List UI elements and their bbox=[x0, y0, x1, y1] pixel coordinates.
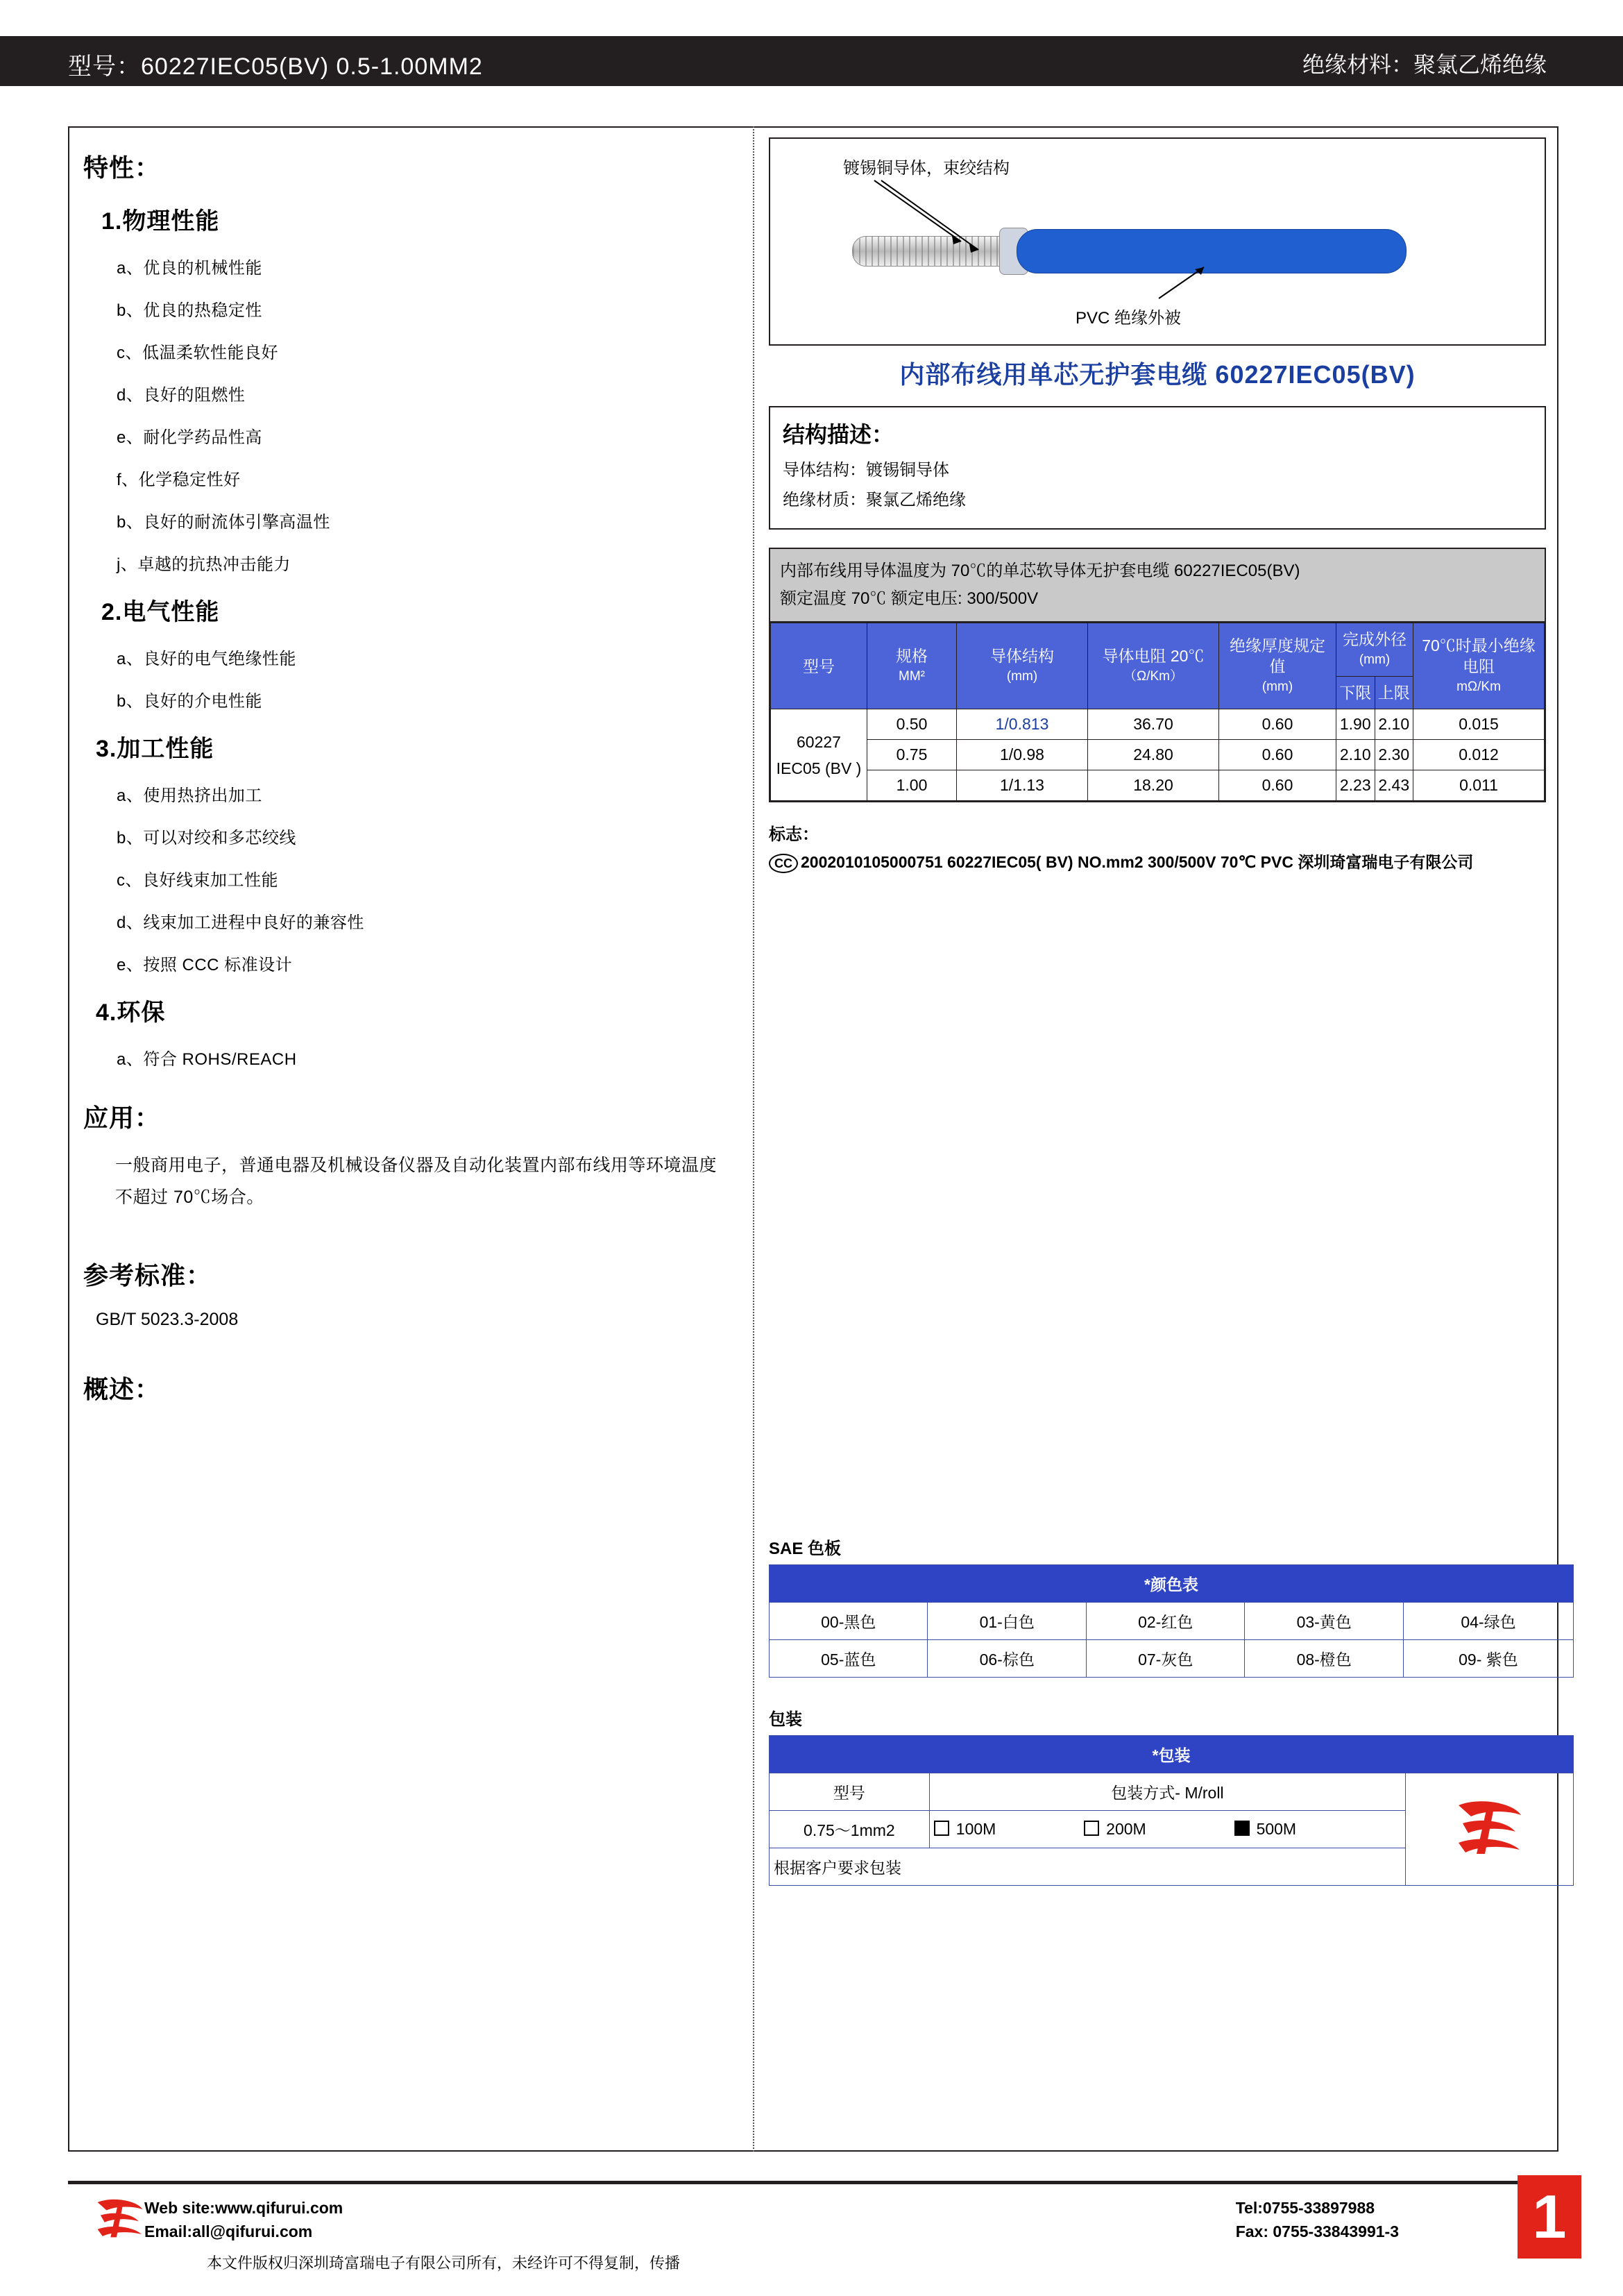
col-od-min: 下限 bbox=[1336, 677, 1375, 709]
cell-resistance: 18.20 bbox=[1088, 770, 1219, 801]
col-resistance-main: 导体电阻 20℃ bbox=[1102, 646, 1205, 665]
spec-head-line2: 额定温度 70℃ 额定电压: 300/500V bbox=[780, 589, 1039, 608]
cell-od-min: 1.90 bbox=[1336, 709, 1375, 740]
header-model-text: 型号：60227IEC05(BV) 0.5-1.00MM2 bbox=[68, 53, 483, 80]
cell-thickness: 0.60 bbox=[1219, 770, 1336, 801]
application-title: 应用： bbox=[83, 1104, 161, 1132]
footer-contact-left bbox=[144, 2196, 343, 2243]
packaging-title: 包装 bbox=[769, 1710, 802, 1729]
packaging-col-method: 包装方式- M/roll bbox=[929, 1773, 1405, 1811]
table-row bbox=[770, 1773, 1574, 1811]
spec-table bbox=[770, 623, 1545, 801]
physical-item: e、耐化学药品性高 bbox=[117, 428, 262, 447]
left-column bbox=[76, 132, 742, 2145]
packaging-option-200m[interactable] bbox=[1084, 1820, 1230, 1839]
cell-structure: 1/1.13 bbox=[957, 770, 1088, 801]
packaging-option-label: 100M bbox=[955, 1820, 996, 1838]
footer-fax: Fax: 0755-33843991-3 bbox=[1235, 2222, 1399, 2240]
footer-contact-right bbox=[1236, 2196, 1399, 2243]
physical-item: a、优良的机械性能 bbox=[117, 259, 262, 278]
col-od-max: 上限 bbox=[1375, 677, 1413, 709]
col-insulation-resistance bbox=[1413, 623, 1545, 709]
col-od-main: 完成外径 bbox=[1343, 630, 1407, 648]
spec-table-header bbox=[770, 549, 1545, 623]
checkbox-500m-icon[interactable] bbox=[1234, 1821, 1250, 1836]
col-thickness bbox=[1219, 623, 1336, 709]
cell-model bbox=[771, 709, 867, 801]
features-title: 特性： bbox=[83, 153, 161, 182]
cell-thickness: 0.60 bbox=[1219, 740, 1336, 770]
spec-head-line1: 内部布线用导体温度为 70℃的单芯软导体无护套电缆 60227IEC05(BV) bbox=[780, 562, 1300, 580]
col-spec-main: 规格 bbox=[896, 646, 928, 665]
page-number: 1 bbox=[1518, 2175, 1581, 2259]
col-spec-unit: MM² bbox=[899, 668, 925, 684]
physical-title: 1.物理性能 bbox=[101, 208, 220, 235]
processing-item: d、线束加工进程中良好的兼容性 bbox=[117, 913, 364, 932]
processing-item: a、使用热挤出加工 bbox=[117, 786, 262, 805]
physical-item: c、低温柔软性能良好 bbox=[117, 344, 278, 362]
col-structure bbox=[957, 623, 1088, 709]
header-insulation-text: 绝缘材料：聚氯乙烯绝缘 bbox=[1302, 52, 1547, 77]
col-ir-unit: mΩ/Km bbox=[1456, 679, 1501, 694]
sae-color-cell: 08-橙色 bbox=[1245, 1640, 1403, 1678]
col-model: 型号 bbox=[771, 623, 867, 709]
table-row bbox=[771, 709, 1545, 740]
table-row bbox=[770, 1640, 1574, 1678]
col-resistance bbox=[1088, 623, 1219, 709]
sae-table-title: *颜色表 bbox=[770, 1565, 1574, 1603]
sae-color-cell: 02-红色 bbox=[1086, 1603, 1244, 1640]
cell-spec: 0.50 bbox=[867, 709, 957, 740]
cell-insul-res: 0.015 bbox=[1413, 709, 1545, 740]
col-ir-main: 70℃时最小绝缘电阻 bbox=[1422, 636, 1536, 675]
col-structure-unit: (mm) bbox=[1006, 668, 1038, 684]
physical-item: f、化学稳定性好 bbox=[117, 471, 241, 489]
cell-insul-res: 0.012 bbox=[1413, 740, 1545, 770]
header-bar bbox=[0, 36, 1623, 86]
cable-title: 内部布线用单芯无护套电缆 60227IEC05(BV) bbox=[899, 360, 1416, 389]
footer-divider bbox=[68, 2181, 1558, 2184]
sae-color-cell: 07-灰色 bbox=[1086, 1640, 1244, 1678]
packaging-option-100m[interactable] bbox=[934, 1820, 1080, 1839]
checkbox-100m-icon[interactable] bbox=[934, 1821, 949, 1836]
processing-item: e、按照 CCC 标准设计 bbox=[117, 956, 293, 974]
table-row bbox=[771, 770, 1545, 801]
processing-item: c、良好线束加工性能 bbox=[117, 871, 278, 890]
standard-title: 参考标准： bbox=[83, 1261, 212, 1290]
column-divider bbox=[753, 126, 754, 2152]
environment-title: 4.环保 bbox=[96, 999, 166, 1026]
sae-color-cell: 06-棕色 bbox=[928, 1640, 1086, 1678]
company-logo-cell bbox=[1406, 1773, 1574, 1886]
col-thickness-unit: (mm) bbox=[1261, 679, 1293, 694]
electrical-title: 2.电气性能 bbox=[101, 599, 220, 625]
sae-color-cell: 01-白色 bbox=[928, 1603, 1086, 1640]
cell-resistance: 24.80 bbox=[1088, 740, 1219, 770]
col-resistance-unit: （Ω/Km） bbox=[1123, 668, 1183, 684]
col-od-unit: (mm) bbox=[1359, 652, 1391, 667]
cell-od-max: 2.10 bbox=[1375, 709, 1413, 740]
footer-email[interactable]: Email:all@qifurui.com bbox=[144, 2222, 313, 2240]
structure-line: 导体结构：镀锡铜导体 bbox=[783, 461, 949, 480]
mark-title: 标志： bbox=[769, 825, 819, 844]
structure-line: 绝缘材质：聚氯乙烯绝缘 bbox=[783, 491, 966, 509]
physical-item: j、卓越的抗热冲击能力 bbox=[117, 555, 291, 574]
mark-text: 2002010105000751 60227IEC05( BV) NO.mm2 300/500V 70℃ PVC 深圳琦富瑞电子有限公司 bbox=[801, 853, 1474, 871]
packaging-model-value: 0.75～1mm2 bbox=[770, 1811, 930, 1848]
cell-model-text: 60227 IEC05 (BV ) bbox=[776, 732, 862, 777]
processing-title: 3.加工性能 bbox=[96, 736, 214, 762]
cell-od-min: 2.10 bbox=[1336, 740, 1375, 770]
qifurui-logo-icon bbox=[1438, 1793, 1542, 1862]
cell-thickness: 0.60 bbox=[1219, 709, 1336, 740]
cell-insul-res: 0.011 bbox=[1413, 770, 1545, 801]
sae-color-cell: 09- 紫色 bbox=[1403, 1640, 1573, 1678]
spec-table-wrap bbox=[769, 548, 1546, 802]
ccc-mark-icon: CC bbox=[769, 854, 798, 873]
cable-diagram bbox=[769, 137, 1546, 346]
checkbox-200m-icon[interactable] bbox=[1084, 1821, 1099, 1836]
insulation-label: PVC 绝缘外被 bbox=[1076, 309, 1182, 328]
cell-structure: 1/0.98 bbox=[957, 740, 1088, 770]
sae-color-table bbox=[769, 1564, 1574, 1678]
col-thickness-main: 绝缘厚度规定值 bbox=[1230, 636, 1325, 675]
footer-website[interactable]: Web site:www.qifurui.com bbox=[144, 2199, 343, 2217]
cell-spec: 1.00 bbox=[867, 770, 957, 801]
footer bbox=[68, 2188, 1558, 2271]
col-outer-diameter bbox=[1336, 623, 1413, 677]
footer-copyright: 本文件版权归深圳琦富瑞电子有限公司所有，未经许可不得复制，传播 bbox=[207, 2254, 681, 2272]
col-structure-main: 导体结构 bbox=[990, 646, 1054, 665]
processing-item: b、可以对绞和多芯绞线 bbox=[117, 829, 296, 847]
right-column bbox=[763, 132, 1554, 1886]
packaging-table-title: *包装 bbox=[770, 1736, 1574, 1773]
table-row bbox=[770, 1603, 1574, 1640]
sae-color-cell: 04-绿色 bbox=[1403, 1603, 1573, 1640]
cell-od-min: 2.23 bbox=[1336, 770, 1375, 801]
packaging-option-label: 200M bbox=[1106, 1820, 1146, 1838]
cell-resistance: 36.70 bbox=[1088, 709, 1219, 740]
col-spec bbox=[867, 623, 957, 709]
structure-box bbox=[769, 406, 1546, 530]
packaging-option-500m[interactable] bbox=[1234, 1820, 1373, 1839]
overview-title: 概述： bbox=[83, 1375, 161, 1403]
table-row bbox=[771, 740, 1545, 770]
sae-section bbox=[769, 1535, 1574, 1678]
cell-spec: 0.75 bbox=[867, 740, 957, 770]
footer-tel: Tel:0755-33897988 bbox=[1235, 2199, 1375, 2217]
cell-od-max: 2.43 bbox=[1375, 770, 1413, 801]
physical-item: b、优良的热稳定性 bbox=[117, 301, 262, 320]
sae-color-cell: 00-黑色 bbox=[770, 1603, 928, 1640]
cell-od-max: 2.30 bbox=[1375, 740, 1413, 770]
packaging-option-label: 500M bbox=[1256, 1820, 1297, 1838]
structure-title: 结构描述： bbox=[783, 422, 894, 447]
physical-item: d、良好的阻燃性 bbox=[117, 386, 246, 405]
mark-section bbox=[769, 820, 1560, 875]
conductor-label: 镀锡铜导体，束绞结构 bbox=[843, 159, 1010, 178]
environment-item: a、符合 ROHS/REACH bbox=[117, 1050, 297, 1069]
packaging-col-model: 型号 bbox=[770, 1773, 930, 1811]
sae-color-cell: 03-黄色 bbox=[1245, 1603, 1403, 1640]
packaging-options bbox=[929, 1811, 1405, 1848]
mark-text-row bbox=[769, 849, 1567, 875]
sae-color-cell: 05-蓝色 bbox=[770, 1640, 928, 1678]
electrical-item: b、良好的介电性能 bbox=[117, 692, 262, 711]
sae-title: SAE 色板 bbox=[769, 1539, 842, 1558]
physical-item: b、良好的耐流体引擎高温性 bbox=[117, 513, 330, 532]
packaging-table bbox=[769, 1735, 1574, 1886]
electrical-item: a、良好的电气绝缘性能 bbox=[117, 650, 296, 668]
application-text: 一般商用电子，普通电器及机械设备仪器及自动化装置内部布线用等环境温度不超过 70℃场合。 bbox=[115, 1156, 717, 1207]
cell-structure: 1/0.813 bbox=[957, 709, 1088, 740]
packaging-note: 根据客户要求包装 bbox=[770, 1848, 1406, 1886]
packaging-section bbox=[769, 1705, 1574, 1886]
standard-value: GB/T 5023.3-2008 bbox=[96, 1310, 239, 1329]
